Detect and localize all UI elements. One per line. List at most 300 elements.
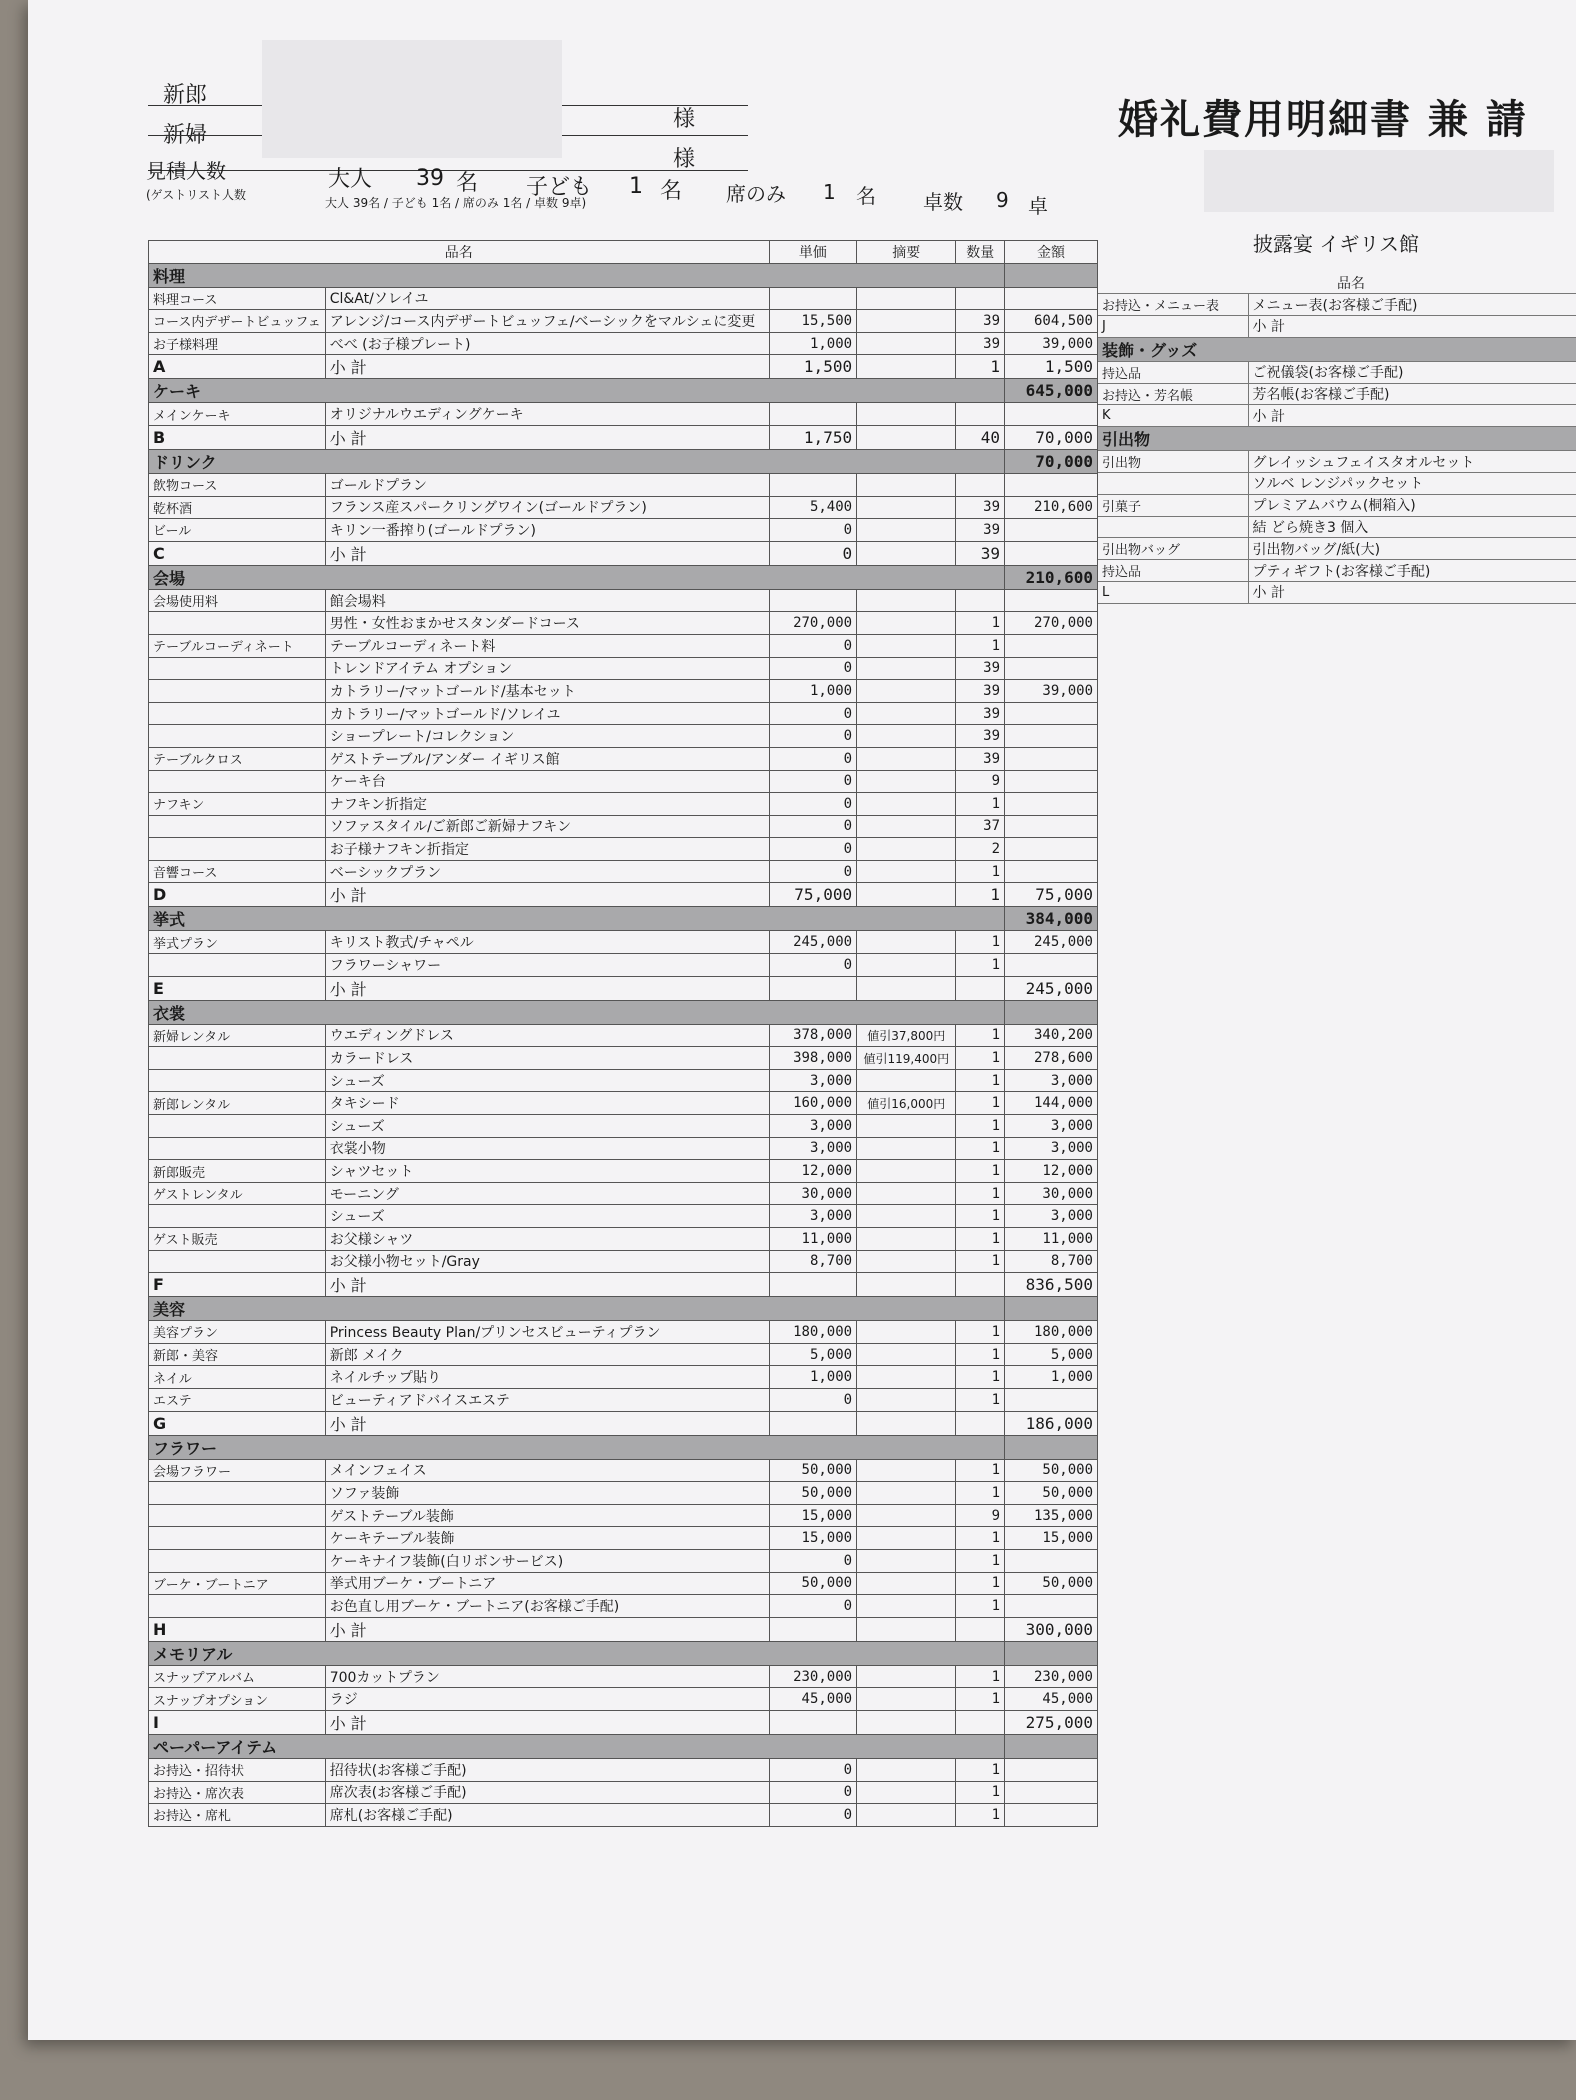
row-unit-price: 0: [769, 1595, 857, 1618]
row-category: 美容プラン: [149, 1321, 326, 1344]
row-remarks: [857, 1069, 956, 1092]
table-row: [149, 1572, 1098, 1595]
row-category: 乾杯酒: [149, 496, 326, 519]
subtotal-quantity: 1: [956, 355, 1005, 379]
row-quantity: 9: [956, 1504, 1005, 1527]
row-remarks: [857, 702, 956, 725]
side-row-category: 引菓子: [1098, 494, 1248, 516]
table-row: [149, 287, 1098, 310]
row-item-name: モーニング: [325, 1182, 769, 1205]
side-row-item-name: 結 どら焼き3 個入: [1248, 516, 1576, 538]
row-amount: 12,000: [1005, 1160, 1098, 1183]
row-unit-price: 11,000: [769, 1228, 857, 1251]
row-item-name: ゲストテーブル装飾: [325, 1504, 769, 1527]
side-row-item-name: グレイッシュフェイスタオルセット: [1248, 451, 1576, 473]
row-remarks: [857, 1572, 956, 1595]
row-amount: 45,000: [1005, 1688, 1098, 1711]
row-unit-price: 0: [769, 725, 857, 748]
row-remarks: [857, 496, 956, 519]
row-amount: 39,000: [1005, 680, 1098, 703]
row-amount: 39,000: [1005, 332, 1098, 355]
venue-name: 披露宴 イギリス館: [1253, 232, 1419, 256]
table-row: [149, 747, 1098, 770]
row-quantity: 1: [956, 1527, 1005, 1550]
row-amount: [1005, 403, 1098, 426]
section-row: [149, 379, 1098, 403]
row-remarks: [857, 403, 956, 426]
subtotal-label: 小 計: [325, 1273, 769, 1297]
row-quantity: 1: [956, 1459, 1005, 1482]
seat-only-count: 1: [823, 180, 836, 204]
side-table-row: [1098, 451, 1576, 473]
row-remarks: [857, 1115, 956, 1138]
row-category: [149, 1549, 326, 1572]
row-unit-price: 15,000: [769, 1527, 857, 1550]
row-quantity: 1: [956, 1137, 1005, 1160]
subtotal-row: [149, 425, 1098, 449]
row-category: 音響コース: [149, 860, 326, 883]
table-row: [149, 1758, 1098, 1781]
side-row-item-name: 引出物バッグ/紙(大): [1248, 538, 1576, 560]
row-quantity: 2: [956, 838, 1005, 861]
tables-label: 卓数: [923, 190, 963, 214]
row-item-name: 挙式用ブーケ・ブートニア: [325, 1572, 769, 1595]
row-item-name: 男性・女性おまかせスタンダードコース: [325, 612, 769, 635]
row-quantity: 39: [956, 657, 1005, 680]
table-row: [149, 403, 1098, 426]
table-row: [149, 1047, 1098, 1070]
row-unit-price: 50,000: [769, 1572, 857, 1595]
section-row: [149, 1297, 1098, 1321]
section-carry-amount: [1005, 1641, 1098, 1665]
subtotal-quantity: [956, 1710, 1005, 1734]
row-category: [149, 1250, 326, 1273]
row-unit-price: 3,000: [769, 1115, 857, 1138]
row-category: [149, 815, 326, 838]
side-row-category: K: [1098, 405, 1248, 427]
row-amount: [1005, 657, 1098, 680]
section-label: 会場: [149, 565, 1005, 589]
table-row: [149, 1343, 1098, 1366]
row-unit-price: 15,000: [769, 1504, 857, 1527]
row-remarks: [857, 1366, 956, 1389]
row-unit-price: 0: [769, 519, 857, 542]
row-unit-price: 30,000: [769, 1182, 857, 1205]
row-unit-price: 50,000: [769, 1482, 857, 1505]
table-row: [149, 1665, 1098, 1688]
row-quantity: 1: [956, 1688, 1005, 1711]
row-item-name: お色直し用ブーケ・ブートニア(お客様ご手配): [325, 1595, 769, 1618]
row-quantity: 1: [956, 1115, 1005, 1138]
row-item-name: ソファスタイル/ご新郎ご新婦ナフキン: [325, 815, 769, 838]
subtotal-quantity: 1: [956, 883, 1005, 907]
bride-label: 新婦: [163, 123, 208, 148]
side-table-row: [1098, 316, 1576, 338]
row-category: 会場フラワー: [149, 1459, 326, 1482]
subtotal-unit-price: 1,750: [769, 425, 857, 449]
subtotal-quantity: [956, 1273, 1005, 1297]
table-row: [149, 1137, 1098, 1160]
row-remarks: 値引16,000円: [857, 1092, 956, 1115]
subtotal-row: [149, 355, 1098, 379]
row-amount: [1005, 1549, 1098, 1572]
table-row: [149, 1781, 1098, 1804]
row-quantity: 39: [956, 310, 1005, 333]
row-remarks: [857, 680, 956, 703]
side-row-category: 持込品: [1098, 560, 1248, 582]
row-remarks: [857, 1205, 956, 1228]
row-category: [149, 838, 326, 861]
subtotal-unit-price: [769, 1617, 857, 1641]
row-amount: 5,000: [1005, 1343, 1098, 1366]
table-row: [149, 310, 1098, 333]
row-amount: 50,000: [1005, 1459, 1098, 1482]
row-remarks: [857, 612, 956, 635]
side-table-row: [1098, 538, 1576, 560]
row-unit-price: 270,000: [769, 612, 857, 635]
subtotal-code: A: [149, 355, 326, 379]
subtotal-amount: 70,000: [1005, 425, 1098, 449]
table-row: [149, 332, 1098, 355]
tables-unit: 卓: [1028, 194, 1048, 218]
row-remarks: [857, 473, 956, 496]
row-remarks: [857, 634, 956, 657]
subtotal-row: [149, 1617, 1098, 1641]
row-quantity: 39: [956, 725, 1005, 748]
subtotal-amount: 836,500: [1005, 1273, 1098, 1297]
subtotal-row: [149, 541, 1098, 565]
side-row-category: お持込・芳名帳: [1098, 383, 1248, 405]
row-quantity: 1: [956, 1160, 1005, 1183]
row-remarks: [857, 954, 956, 977]
subtotal-code: I: [149, 1710, 326, 1734]
row-remarks: [857, 1388, 956, 1411]
row-category: メインケーキ: [149, 403, 326, 426]
row-remarks: [857, 332, 956, 355]
row-unit-price: 230,000: [769, 1665, 857, 1688]
row-category: スナップオプション: [149, 1688, 326, 1711]
row-quantity: 1: [956, 1482, 1005, 1505]
row-amount: [1005, 634, 1098, 657]
subtotal-code: C: [149, 541, 326, 565]
col-remarks: 摘要: [857, 241, 956, 264]
row-category: [149, 702, 326, 725]
section-carry-amount: 645,000: [1005, 379, 1098, 403]
row-category: 新郎・美容: [149, 1343, 326, 1366]
side-row-item-name: 小 計: [1248, 405, 1576, 427]
row-quantity: 1: [956, 860, 1005, 883]
row-amount: [1005, 1388, 1098, 1411]
side-row-item-name: 小 計: [1248, 316, 1576, 338]
row-unit-price: 398,000: [769, 1047, 857, 1070]
table-row: [149, 702, 1098, 725]
row-unit-price: 8,700: [769, 1250, 857, 1273]
row-amount: [1005, 954, 1098, 977]
row-remarks: [857, 1665, 956, 1688]
row-amount: 11,000: [1005, 1228, 1098, 1251]
row-category: エステ: [149, 1388, 326, 1411]
side-col-item-name: 品名: [1098, 272, 1576, 294]
row-unit-price: 0: [769, 1549, 857, 1572]
estimate-label: 見積人数: [146, 159, 226, 183]
row-remarks: [857, 1321, 956, 1344]
row-remarks: [857, 931, 956, 954]
row-unit-price: 0: [769, 793, 857, 816]
row-remarks: [857, 725, 956, 748]
subtotal-amount: 75,000: [1005, 883, 1098, 907]
row-category: お子様料理: [149, 332, 326, 355]
section-row: [149, 565, 1098, 589]
cost-table-body: [149, 263, 1098, 1826]
side-table-row: [1098, 516, 1576, 538]
subtotal-unit-price: 1,500: [769, 355, 857, 379]
row-amount: 50,000: [1005, 1572, 1098, 1595]
row-amount: 270,000: [1005, 612, 1098, 635]
row-amount: [1005, 1758, 1098, 1781]
row-amount: [1005, 1595, 1098, 1618]
row-unit-price: 0: [769, 657, 857, 680]
row-amount: [1005, 589, 1098, 612]
row-item-name: カラードレス: [325, 1047, 769, 1070]
row-quantity: 1: [956, 1343, 1005, 1366]
row-amount: 230,000: [1005, 1665, 1098, 1688]
side-table-row: [1098, 383, 1576, 405]
row-quantity: 1: [956, 1781, 1005, 1804]
row-remarks: [857, 1595, 956, 1618]
row-category: ビール: [149, 519, 326, 542]
row-category: [149, 1504, 326, 1527]
subtotal-remarks: [857, 541, 956, 565]
row-unit-price: [769, 403, 857, 426]
row-amount: 604,500: [1005, 310, 1098, 333]
subtotal-label: 小 計: [325, 425, 769, 449]
row-unit-price: 3,000: [769, 1205, 857, 1228]
side-cost-table: [1098, 272, 1576, 604]
row-quantity: 1: [956, 1205, 1005, 1228]
row-amount: 3,000: [1005, 1115, 1098, 1138]
row-amount: [1005, 815, 1098, 838]
subtotal-code: G: [149, 1411, 326, 1435]
row-item-name: お父様シャツ: [325, 1228, 769, 1251]
row-item-name: キリスト教式/チャペル: [325, 931, 769, 954]
col-item-name: 品名: [149, 241, 770, 264]
subtotal-code: H: [149, 1617, 326, 1641]
row-unit-price: 3,000: [769, 1137, 857, 1160]
table-row: [149, 1388, 1098, 1411]
row-unit-price: 0: [769, 1781, 857, 1804]
row-remarks: [857, 1182, 956, 1205]
row-item-name: 席札(お客様ご手配): [325, 1804, 769, 1827]
table-row: [149, 1459, 1098, 1482]
subtotal-label: 小 計: [325, 541, 769, 565]
side-row-item-name: 小 計: [1248, 582, 1576, 604]
subtotal-label: 小 計: [325, 976, 769, 1000]
row-unit-price: 45,000: [769, 1688, 857, 1711]
row-quantity: 39: [956, 747, 1005, 770]
row-unit-price: 0: [769, 1804, 857, 1827]
row-unit-price: 15,500: [769, 310, 857, 333]
row-item-name: お父様小物セット/Gray: [325, 1250, 769, 1273]
row-unit-price: 245,000: [769, 931, 857, 954]
row-quantity: 1: [956, 1024, 1005, 1047]
section-carry-amount: [1005, 1734, 1098, 1758]
subtotal-unit-price: [769, 1710, 857, 1734]
row-item-name: フランス産スパークリングワイン(ゴールドプラン): [325, 496, 769, 519]
side-row-category: 引出物バッグ: [1098, 538, 1248, 560]
table-row: [149, 473, 1098, 496]
section-label: 料理: [149, 263, 1005, 287]
side-table-row: [1098, 473, 1576, 495]
subtotal-unit-price: [769, 976, 857, 1000]
table-row: [149, 1804, 1098, 1827]
row-item-name: テーブルコーディネート料: [325, 634, 769, 657]
groom-label: 新郎: [163, 83, 208, 108]
subtotal-remarks: [857, 1710, 956, 1734]
row-category: [149, 1069, 326, 1092]
groom-honorific: 様: [673, 107, 696, 132]
row-unit-price: 0: [769, 1758, 857, 1781]
section-row: [149, 449, 1098, 473]
section-label: メモリアル: [149, 1641, 1005, 1665]
row-amount: 340,200: [1005, 1024, 1098, 1047]
row-item-name: ゲストテーブル/アンダー イギリス館: [325, 747, 769, 770]
table-row: [149, 1482, 1098, 1505]
row-item-name: カトラリー/マットゴールド/基本セット: [325, 680, 769, 703]
row-category: [149, 770, 326, 793]
row-category: 挙式プラン: [149, 931, 326, 954]
side-row-category: [1098, 516, 1248, 538]
section-carry-amount: 384,000: [1005, 907, 1098, 931]
row-amount: [1005, 287, 1098, 310]
table-row: [149, 496, 1098, 519]
row-unit-price: 0: [769, 770, 857, 793]
row-remarks: [857, 1459, 956, 1482]
row-quantity: 1: [956, 1665, 1005, 1688]
subtotal-amount: 186,000: [1005, 1411, 1098, 1435]
row-remarks: [857, 1527, 956, 1550]
row-category: [149, 657, 326, 680]
row-remarks: [857, 1343, 956, 1366]
row-remarks: [857, 793, 956, 816]
row-unit-price: 0: [769, 1388, 857, 1411]
row-amount: [1005, 838, 1098, 861]
child-count: 1: [629, 174, 643, 199]
section-label: ケーキ: [149, 379, 1005, 403]
row-amount: [1005, 519, 1098, 542]
subtotal-code: E: [149, 976, 326, 1000]
row-amount: 3,000: [1005, 1069, 1098, 1092]
row-unit-price: 5,000: [769, 1343, 857, 1366]
row-unit-price: 5,400: [769, 496, 857, 519]
table-row: [149, 1527, 1098, 1550]
table-row: [149, 1115, 1098, 1138]
section-row: [149, 1000, 1098, 1024]
row-unit-price: 0: [769, 747, 857, 770]
side-table-row: [1098, 494, 1576, 516]
side-section-row: [1098, 337, 1576, 361]
row-quantity: 1: [956, 1758, 1005, 1781]
row-category: 会場使用料: [149, 589, 326, 612]
row-item-name: お子様ナフキン折指定: [325, 838, 769, 861]
row-quantity: [956, 589, 1005, 612]
table-row: [149, 680, 1098, 703]
table-row: [149, 1595, 1098, 1618]
row-remarks: 値引119,400円: [857, 1047, 956, 1070]
side-cost-table-body: [1098, 294, 1576, 604]
row-quantity: 37: [956, 815, 1005, 838]
side-row-item-name: ソルベ レンジパックセット: [1248, 473, 1576, 495]
table-row: [149, 1024, 1098, 1047]
row-remarks: [857, 1804, 956, 1827]
redacted-venue-name: [1204, 150, 1554, 212]
row-amount: [1005, 747, 1098, 770]
row-remarks: [857, 657, 956, 680]
row-quantity: [956, 287, 1005, 310]
row-item-name: フラワーシャワー: [325, 954, 769, 977]
cost-table: [148, 240, 1098, 1827]
row-unit-price: 0: [769, 954, 857, 977]
row-quantity: 9: [956, 770, 1005, 793]
side-row-item-name: メニュー表(お客様ご手配): [1248, 294, 1576, 316]
row-remarks: [857, 310, 956, 333]
table-row: [149, 1504, 1098, 1527]
row-amount: 278,600: [1005, 1047, 1098, 1070]
row-unit-price: 0: [769, 838, 857, 861]
row-quantity: 1: [956, 954, 1005, 977]
side-section-label: 装飾・グッズ: [1098, 337, 1576, 361]
row-remarks: [857, 1137, 956, 1160]
row-quantity: 1: [956, 612, 1005, 635]
row-amount: 15,000: [1005, 1527, 1098, 1550]
side-table-row: [1098, 294, 1576, 316]
table-row: [149, 793, 1098, 816]
side-row-category: お持込・メニュー表: [1098, 294, 1248, 316]
row-remarks: [857, 815, 956, 838]
table-row: [149, 931, 1098, 954]
subtotal-amount: [1005, 541, 1098, 565]
row-quantity: 1: [956, 1595, 1005, 1618]
row-unit-price: 160,000: [769, 1092, 857, 1115]
row-item-name: Cl&At/ソレイユ: [325, 287, 769, 310]
col-quantity: 数量: [956, 241, 1005, 264]
subtotal-remarks: [857, 1411, 956, 1435]
subtotal-code: B: [149, 425, 326, 449]
side-row-category: [1098, 473, 1248, 495]
row-item-name: タキシード: [325, 1092, 769, 1115]
subtotal-remarks: [857, 355, 956, 379]
row-amount: [1005, 1804, 1098, 1827]
row-category: [149, 1482, 326, 1505]
row-quantity: 1: [956, 1250, 1005, 1273]
row-item-name: 700カットプラン: [325, 1665, 769, 1688]
row-category: ネイル: [149, 1366, 326, 1389]
row-item-name: 衣裳小物: [325, 1137, 769, 1160]
section-carry-amount: 70,000: [1005, 449, 1098, 473]
row-remarks: [857, 1160, 956, 1183]
row-unit-price: 1,000: [769, 680, 857, 703]
table-row: [149, 1688, 1098, 1711]
subtotal-label: 小 計: [325, 1710, 769, 1734]
tables-count: 9: [996, 188, 1009, 212]
row-item-name: カトラリー/マットゴールド/ソレイユ: [325, 702, 769, 725]
row-remarks: [857, 1250, 956, 1273]
table-row: [149, 1321, 1098, 1344]
subtotal-label: 小 計: [325, 1617, 769, 1641]
table-row: [149, 860, 1098, 883]
row-quantity: 39: [956, 496, 1005, 519]
subtotal-row: [149, 883, 1098, 907]
subtotal-quantity: 40: [956, 425, 1005, 449]
